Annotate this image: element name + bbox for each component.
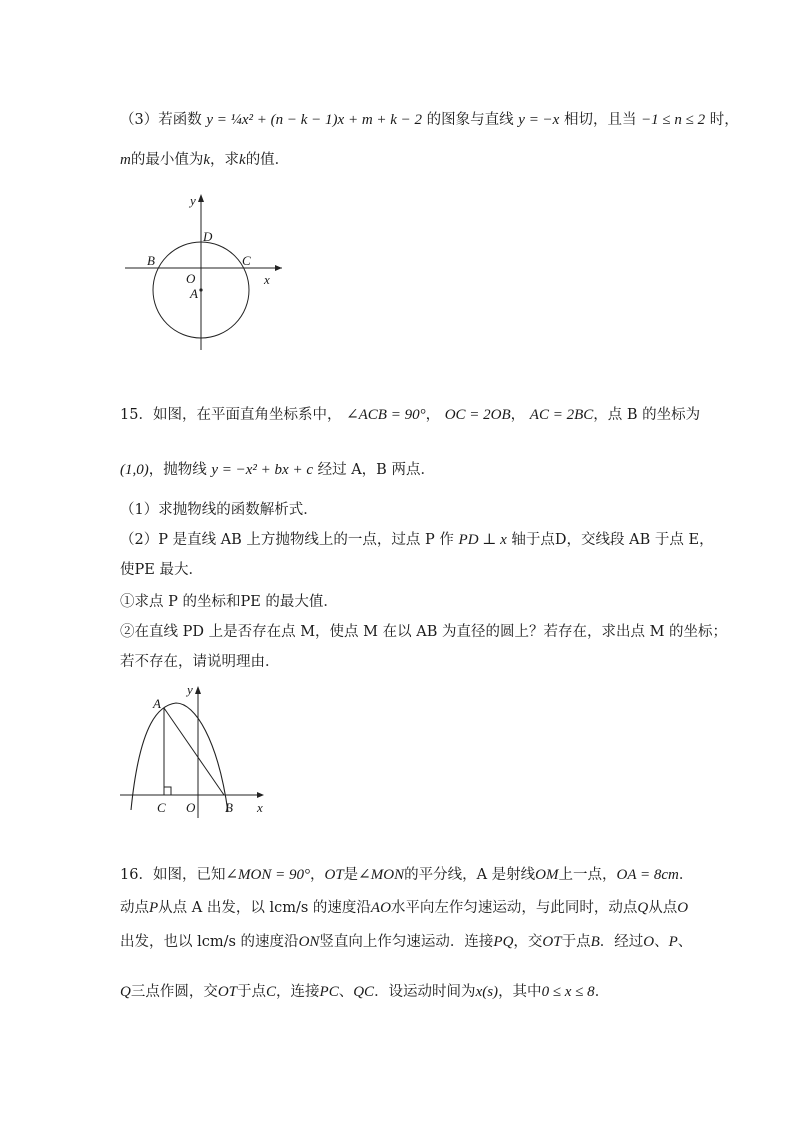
q16-o: O — [643, 934, 655, 950]
q16-text: 从点 — [648, 900, 678, 916]
q15-text: ， — [425, 407, 441, 423]
q15-part1: （1）求抛物线的函数解析式． — [120, 502, 318, 518]
q15-oc: OC = 2OB — [444, 407, 511, 423]
q16-pq: PQ — [493, 934, 514, 950]
q15-text: （2）P 是直线 AB 上方抛物线上的一点，过点 P 作 — [120, 532, 454, 548]
q16-line2 — [120, 898, 688, 918]
q16-text: 从点 A 出发，以 lcm/s 的速度沿 — [158, 900, 371, 916]
parabola-curve — [131, 703, 228, 812]
q16-q: Q — [637, 900, 649, 916]
label-C: C — [242, 253, 251, 268]
q16-pc: PC — [319, 984, 339, 1000]
label-O: O — [186, 271, 196, 286]
label-C: C — [157, 800, 166, 815]
q16-p: P — [149, 900, 159, 916]
q14-text: 相切，且当 — [563, 112, 637, 128]
q16-text: ． — [678, 867, 694, 883]
q15-text: ，抛物线 — [148, 462, 207, 478]
q16-text: 三点作圆，交 — [130, 984, 218, 1000]
q15-text: ， — [510, 407, 526, 423]
q16-q: Q — [120, 984, 131, 1000]
q16-text: 动点 — [120, 900, 149, 916]
segment-AB — [164, 708, 224, 795]
q16-line4 — [120, 982, 609, 1002]
q16-ot: OT — [542, 934, 562, 950]
label-B: B — [225, 800, 233, 815]
q14-text: 的最小值为 — [130, 152, 204, 168]
q14-var-k: k — [239, 152, 246, 168]
q16-b: B — [590, 934, 600, 950]
q16-text: 是 — [343, 867, 359, 883]
q16-text: 、 — [654, 934, 669, 950]
q16-range: 0 ≤ x ≤ 8 — [541, 984, 595, 1000]
q16-text: 于点 — [237, 984, 267, 1000]
q16-on: ON — [298, 934, 320, 950]
q14-range: −1 ≤ n ≤ 2 — [641, 112, 706, 128]
q16-om: OM — [535, 867, 559, 883]
label-x: x — [264, 272, 270, 287]
q15-text: 经过 A，B 两点． — [317, 462, 435, 478]
q16-text: 的平分线，A 是射线 — [404, 867, 536, 883]
q16-text: 上一点， — [558, 867, 617, 883]
q14-function-formula: y = ¼x² + (n − k − 1)x + m + k − 2 — [206, 112, 423, 128]
q16-text: ，其中 — [498, 984, 542, 1000]
q16-qc: QC — [353, 984, 375, 1000]
label-D: D — [203, 229, 213, 244]
q14-var-m: m — [120, 152, 131, 168]
q15-sub2-line2: 若不存在，请说明理由． — [120, 654, 280, 670]
q15-coord: (1,0) — [120, 462, 149, 478]
q16-text: 水平向左作匀速运动，与此同时，动点 — [390, 900, 638, 916]
q16-text: 竖直向上作匀速运动．连接 — [319, 934, 494, 950]
q16-oa: OA = 8cm — [616, 867, 679, 883]
y-axis-arrow-icon — [195, 686, 201, 694]
q15-pd: PD ⊥ x — [458, 532, 507, 548]
q16-text: 于点 — [561, 934, 591, 950]
label-A: A — [153, 696, 161, 711]
q15-part2-line2: 使PE 最大． — [120, 562, 203, 578]
q16-text: ．经过 — [599, 934, 644, 950]
q14-text: 的值． — [245, 152, 290, 168]
q16-text: ，交 — [513, 934, 543, 950]
q15-text: 15．如图，在平面直角坐标系中， — [120, 407, 342, 423]
label-B: B — [147, 253, 155, 268]
q14-text: 时， — [709, 112, 739, 128]
q14-part3-label: （3）若函数 — [120, 112, 202, 128]
q15-sub1: ①求点 P 的坐标和PE 的最大值． — [120, 594, 338, 610]
q14-line-formula: y = −x — [518, 112, 560, 128]
q16-angle: ∠MON = 90° — [225, 867, 310, 883]
q16-ot: OT — [217, 984, 238, 1000]
q15-angle: ∠ACB = 90° — [346, 407, 426, 423]
q14-var-k: k — [203, 152, 211, 168]
q14-text: ，求 — [210, 152, 240, 168]
q15-sub2: ②在直线 PD 上是否存在点 M，使点 M 在以 AB 为直径的圆上？若存在，求出点 M 的坐标； — [120, 624, 728, 640]
q15-parabola: y = −x² + bx + c — [211, 462, 313, 478]
q16-p: P — [668, 934, 678, 950]
q14-text: 的图象与直线 — [426, 112, 514, 128]
label-O: O — [186, 800, 196, 815]
label-y: y — [190, 193, 196, 208]
q16-text: 、 — [677, 934, 693, 950]
q16-line3 — [120, 932, 692, 952]
q16-ot: OT — [324, 867, 344, 883]
q16-c: C — [266, 984, 277, 1000]
q16-angle2: ∠MON — [358, 867, 405, 883]
q15-text: ，点 B 的坐标为 — [593, 407, 701, 423]
q16-text: 、 — [338, 984, 354, 1000]
x-axis-arrow-icon — [257, 792, 264, 798]
q16-o: O — [677, 900, 689, 916]
q15-ac: AC = 2BC — [529, 407, 594, 423]
q16-text: ． — [594, 984, 610, 1000]
q16-ao: AO — [370, 900, 391, 916]
q16-text: ， — [309, 867, 325, 883]
q16-text: ，连接 — [276, 984, 320, 1000]
q15-text: 轴于点D，交线段 AB 于点 E， — [511, 532, 714, 548]
q16-line1 — [120, 865, 693, 885]
q16-text: ．设运动时间为 — [374, 984, 476, 1000]
q16-text: 16．如图，已知 — [120, 867, 226, 883]
q16-text: 出发，也以 lcm/s 的速度沿 — [120, 934, 299, 950]
label-x: x — [257, 800, 263, 815]
label-A: A — [190, 286, 198, 301]
q16-xs: x(s) — [475, 984, 499, 1000]
right-angle-mark — [164, 787, 171, 795]
label-y: y — [187, 682, 193, 697]
